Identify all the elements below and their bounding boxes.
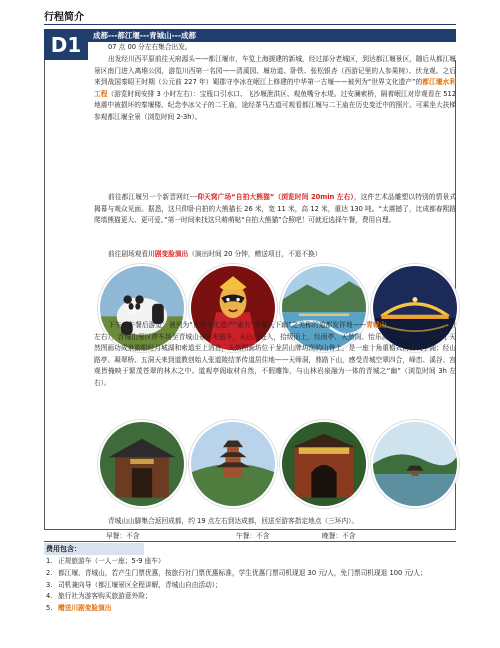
list-text: 司机兼向导（都江堰景区全程讲解，青城山自由活动）； [58, 580, 222, 589]
meal-dinner: 晚餐：不含 [322, 532, 356, 540]
list-text: 赠送川剧变脸演出 [58, 604, 112, 613]
qingcheng-gate-photo [98, 420, 186, 508]
text-segment: 出发经川西平原前往天府源头——都江堰市，车览上海援建的新城，经过部分老城区，到达都江堰景区，随后从都江堰景区南门进入离堆公园，游览川西第一名园——清溪园、堰功道、卧铁、张松银杏（西游记里的人参果树）、伏龙观。之后来到战国秦昭王时期（公元前 227 年）蜀郡守李冰在岷江上修建的中华第一古堰——被列为“世界文化遗产”的 [94, 55, 456, 87]
text-segment: 下午：午餐后游览：被列为“世界文化遗产”素有“青城天下幽”之美称的道都发祥地—— [108, 321, 366, 329]
fees-list [44, 556, 456, 615]
list-number: 1. [46, 557, 53, 565]
qingcheng-tunnel-gate-photo [280, 420, 368, 508]
title-divider [44, 24, 456, 25]
paragraph-panda [94, 192, 456, 227]
list-number: 5. [46, 604, 53, 613]
paragraph-start: 07 点 00 分左右集合出发。 [108, 43, 192, 51]
paragraph-opera [94, 249, 456, 261]
meal-lunch: 午餐：不含 [236, 532, 270, 540]
list-text: 正规旅游车（一人一座；5-9 座车） [58, 557, 165, 565]
list-number: 2. [46, 568, 53, 577]
photo-row-bottom [94, 420, 456, 512]
highlight-opera: 川剧变脸演出 [148, 250, 189, 258]
section-title: 行程简介 [44, 12, 84, 23]
text-segment: ，这件艺术品雕塑以特别的情景式揭幕与观众见面。据悉，这只仰卧自拍的大熊猫长 26 米，宽 11 米，高 12 米，重达 130 吨。“太震撼了，比成都春熙路爬墙熊猫更大、更可爱。”第一时间来找这只萌萌哒“自拍大熊猫”合照吧！可就近选择午餐，费用自理。 [94, 193, 456, 225]
list-number: 3. [46, 580, 53, 589]
text-segment: （游览时间安排 3 小时左右）：宝瓶口引水口、飞沙堰泄洪区、观鱼嘴分水堤。过安澜索桥，隔着岷江对岸观看在 512 地震中被损坏的秦堰楼、纪念李冰父子的二王庙，途经茶马古道可观看都江堰与二王庙在历史变迁中的照片。可乘坐大扶梯参观都江堰全景（浏览时间 2-3h）。 [94, 89, 457, 121]
list-item [44, 580, 456, 592]
list-item [44, 591, 456, 603]
list-text: 旅行社为游客购买旅游意外险； [58, 592, 152, 601]
text-segment: 前往都江堰另一个新晋网红--- [108, 193, 198, 201]
day-route: 成都---都江堰---青城山---成都 [88, 29, 456, 42]
highlight-qingcheng: 青城山 [366, 321, 387, 329]
list-item [44, 568, 456, 580]
highlight-panda: 仰天窝广场“自拍大熊猫”（浏览时间 20min 左右） [197, 193, 354, 201]
meal-breakfast: 早餐：不含 [106, 532, 140, 540]
paragraph-return: 青城山山脚集合返回成都，约 19 点左右到达成都，回送至游客指定地点（三环内）。 [108, 517, 359, 525]
paragraph-dujiangyan [94, 54, 456, 124]
highlight-dujiangyan: 都江堰水利工程 [94, 78, 457, 98]
fees-heading: 费用包含： [44, 543, 144, 555]
meals-row [44, 529, 456, 542]
text-segment: 前往剧场观看 [108, 250, 149, 258]
list-text: 都江堰、青城山，若产生门票优惠，按旅行社门票优惠标准，学生优惠门票司机现退 30 元/人，免门票司机现退 100 元/人； [58, 568, 427, 577]
text-segment: （游览时间安排 3 小时左右），青城山景区停车场至青城山景区电瓶车，从山门进入，拾级而上，经雨亭、天然阁、怡乐窝、引胜亭，便来到了天然图画功成泉游船经月城湖和索道至上清宫，天然图画坊位于龙居山牌坊岗的山脊上，是一座十角重檐式的清代亭阁；经山路亭、凝翠桥、五洞天来到道教创始人张道陵结茅传道居住地——天师洞，鼎路下山，感受青城空翠四合，峰峦、溪谷、宫观皆掩映于繁茂苍翠的林木之中。道观亭阁取材自然，不假雕饰，与山林岩泉融为一体的青城之“幽”（浏览时间 3h 左右）。 [94, 321, 457, 387]
day-badge: D1 [44, 29, 88, 60]
qingcheng-pagoda-photo [189, 420, 277, 508]
lake-pavilion-photo [371, 420, 459, 508]
list-item [44, 603, 456, 615]
paragraph-qingcheng [94, 320, 456, 390]
list-item [44, 556, 456, 568]
list-number: 4. [46, 592, 53, 601]
text-segment: （演出时间 20 分钟，赠送项目，不退不换） [188, 250, 322, 258]
